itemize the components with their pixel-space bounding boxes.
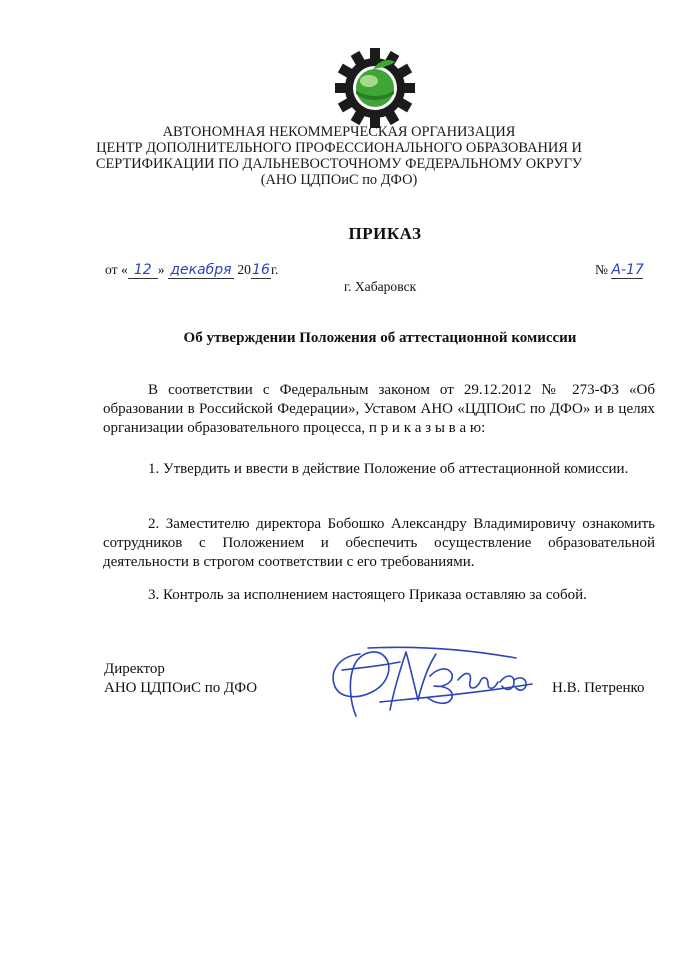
date-prefix: от «	[105, 262, 128, 277]
organization-logo	[330, 44, 420, 130]
position-line: Директор	[104, 661, 165, 677]
signatory-name: Н.В. Петренко	[552, 680, 645, 696]
date-suffix: г.	[270, 262, 279, 277]
date-month: декабря	[168, 262, 234, 279]
date-year-prefix: 20	[237, 262, 251, 277]
paragraph-item-2	[103, 515, 655, 572]
handwritten-signature	[320, 640, 542, 722]
date-year: 16	[252, 262, 270, 278]
position-line: АНО ЦДПОиС по ДФО	[104, 680, 258, 696]
org-line: АВТОНОМНАЯ НЕКОММЕРЧЕСКАЯ ОРГАНИЗАЦИЯ	[162, 124, 516, 140]
organization-header	[0, 124, 678, 188]
date-mid: »	[157, 262, 165, 277]
paragraph-preamble	[103, 381, 655, 438]
signatory-position	[104, 660, 257, 698]
paragraph-text: 1. Утвердить и ввести в действие Положение об аттестационной комиссии.	[148, 461, 629, 477]
number-value: А-17	[611, 262, 644, 278]
date-day: 12	[128, 262, 158, 279]
order-subject: Об утверждении Положения об аттестационной комиссии	[183, 330, 577, 346]
org-line: СЕРТИФИКАЦИИ ПО ДАЛЬНЕВОСТОЧНОМУ ФЕДЕРАЛЬНОМУ ОКРУГУ	[95, 156, 583, 172]
paragraph-text: В соответствии с Федеральным законом от 29.12.2012 № 273-ФЗ «Об образовании в Российской Федерации», Уставом АНО «ЦДПОиС по ДФО» и в целях организации образовательного процесса, п р и к а з ы в а ю:	[103, 382, 655, 436]
order-number	[595, 262, 643, 279]
document-title: ПРИКАЗ	[348, 224, 422, 243]
city: г. Хабаровск	[344, 279, 417, 294]
org-line: ЦЕНТР ДОПОЛНИТЕЛЬНОГО ПРОФЕССИОНАЛЬНОГО ОБРАЗОВАНИЯ И	[96, 140, 582, 156]
org-line: (АНО ЦДПОиС по ДФО)	[260, 172, 418, 188]
paragraph-text: 2. Заместителю директора Бобошко Александру Владимировичу ознакомить сотрудников с Положением и обеспечить осуществление образовательной деятельности в строгом соответствии с его требованиями.	[103, 516, 655, 570]
number-label: №	[595, 262, 608, 277]
order-date	[105, 262, 278, 279]
paragraph-item-1	[103, 460, 655, 479]
paragraph-item-3	[103, 586, 655, 605]
paragraph-text: 3. Контроль за исполнением настоящего Приказа оставляю за собой.	[148, 587, 587, 603]
